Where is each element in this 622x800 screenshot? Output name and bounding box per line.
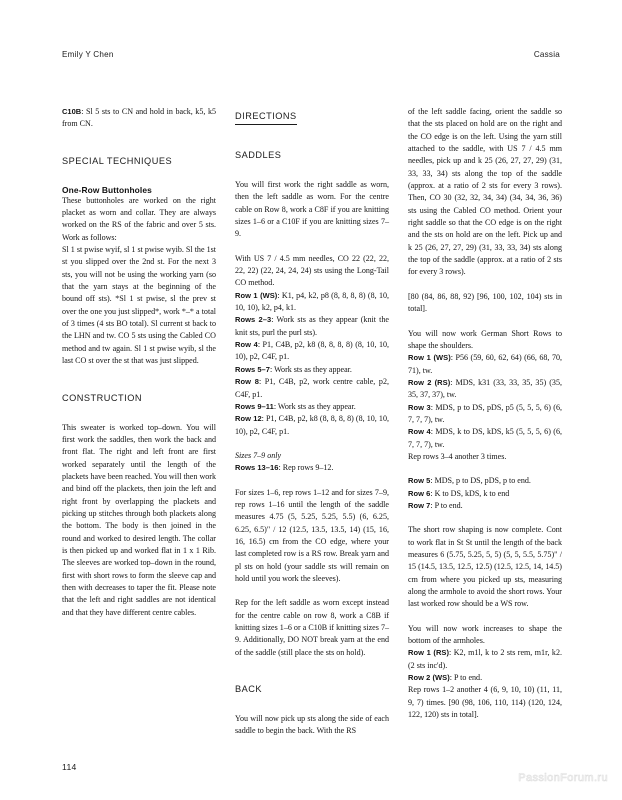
armhole-instruction-row (408, 647, 562, 672)
back-paragraph-1: You will now pick up sts along the side of each saddle to begin the back. With the RS (235, 714, 389, 736)
row-text: : MDS, k31 (33, 33, 35, 35) (35, 35, 37, 37), tw. (408, 377, 562, 400)
row-label: Row 3 (408, 402, 431, 412)
row-label: Row 1 (RS) (408, 648, 450, 658)
spacer (408, 279, 562, 291)
row-text: : MDS, p to DS, pDS, p to end. (430, 476, 531, 486)
abbrev-term: C10B (62, 107, 82, 116)
spacer (408, 316, 562, 328)
abbreviation-c10b (62, 106, 216, 131)
spacer (235, 160, 389, 179)
watermark: PassionForum.ru (518, 772, 608, 784)
armhole-instruction-row (408, 672, 562, 684)
row-label: Rows 2–3 (235, 315, 272, 325)
column-two (235, 106, 389, 738)
spacer (408, 463, 562, 475)
spacer (62, 166, 216, 185)
armhole-intro: You will now work increases to shape the bottom of the armholes. (408, 623, 562, 646)
row-label: Row 8 (235, 377, 259, 387)
subsection-heading-buttonholes: One-Row Buttonholes (62, 184, 152, 195)
row-label: Row 5 (408, 476, 431, 486)
row-label: Row 12 (235, 414, 262, 424)
row-text: : K1, p4, k2, p8 (8, 8, 8, 8) (8, 10, 10, 10), k2, p4, k1. (235, 290, 390, 313)
saddle-instruction-row (235, 314, 389, 339)
spacer (235, 438, 389, 450)
running-header (62, 50, 560, 64)
row-label: Row 2 (WS) (408, 673, 450, 683)
row-label: Rows 13–16 (235, 463, 279, 473)
back-continued-paragraph: of the left saddle facing, orient the saddle so that the sts placed on hold are on the right and the CO edge is on the left. Using the yarn still attached to the saddle, with US 7 / 4.5 mm needles, pick up and k 25 (26, 27, 27, 29) (31, 33, 33, 34) sts along the top of the saddle (approx. at a ratio of 2 sts for every 3 rows). Then, CO 30 (32, 32, 34, 34) (34, 34, 36, 36) sts using the Cabled CO method. Orient your right saddle so that the CO edge is on the right and the sts on hold are on the left. Pick up and k 25 (26, 27, 27, 29) (31, 33, 33, 34) sts along the top of the saddle (approx. at a ratio of 2 sts for every 3 rows). (408, 107, 562, 277)
saddle-instruction-row (235, 290, 389, 315)
section-heading-back: BACK (235, 684, 263, 695)
shoulder-instruction-row (408, 475, 562, 487)
row-text: : P1, C4B, p2, k8 (8, 8, 8, 8) (8, 10, 10, 10), p2, C4F, p1. (235, 414, 389, 436)
shoulder-instruction-row (408, 352, 562, 377)
spacer (235, 659, 389, 684)
saddle-instruction-row (235, 376, 389, 401)
row-text: : P to end. (449, 673, 483, 683)
row-text: : Rep rows 9–12. (278, 463, 334, 473)
construction-paragraph-1: This sweater is worked top–down. You will first work the saddles, then work the back and front flat. The right and left front are first worked separately until the length of the plackets have been reached. You will then work and bind off the plackets, then join the left and right front by overlapping the plackets and picking up stitches through both plackets along the bottom. The body is then joined in the round and worked to desired length. The collar is then picked up and worked flat in 1 x 1 Rib. The sleeves are worked top–down in the round, first with short rows to form the sleeve cap and then with decreases to taper the fit. Please note that the left and right saddles are not identical and that they have different centre cables. (62, 422, 216, 617)
row-label: Row 1 (WS) (408, 353, 451, 363)
page-number: 114 (62, 762, 77, 772)
shoulder-instruction-row (408, 488, 562, 500)
spacer (235, 125, 389, 150)
header-pattern-name: Cassia (533, 50, 560, 59)
row-text: : Work sts as they appear. (270, 364, 352, 374)
row-text: : P1, C4B, p2, k8 (8, 8, 8, 8) (8, 10, 10, 10), p2, C4F, p1. (235, 340, 389, 362)
saddle-instruction-row (235, 413, 389, 438)
saddle-instruction-row (235, 339, 389, 364)
three-column-layout (62, 106, 562, 738)
saddles-paragraph-1: You will first work the right saddle as worn, then the left saddle as worn. For the centre cable on Row 8, work a C8F if you are knitting sizes 1–6 or a C10F if you are knitting sizes 7–9. (235, 180, 389, 239)
sizes-only-note: Sizes 7–9 only (235, 450, 282, 460)
shoulders-intro: You will now work German Short Rows to shape the shoulders. (408, 328, 562, 350)
buttonholes-paragraph-1: These buttonholes are worked on the right placket as worn and collar. They are always worked on the RS of the fabric and over 5 sts. Work as follows: (62, 195, 216, 242)
shoulder-instruction-row (408, 377, 562, 402)
shoulder-instruction-row (408, 402, 562, 427)
row-text: : P to end. (430, 500, 463, 510)
spacer (62, 131, 216, 156)
spacer (408, 512, 562, 524)
saddle-instruction-row (235, 364, 389, 376)
section-heading-construction: CONSTRUCTION (62, 392, 143, 403)
saddles-paragraph-2: With US 7 / 4.5 mm needles, CO 22 (22, 22, 22, 22) (22, 24, 24, 24) sts using the Long-Tail CO method. (235, 253, 389, 288)
back-paragraph-2: The short row shaping is now complete. Cont to work flat in St St until the length of the back measures 6 (5.75, 5.25, 5, 5) (5, 5, 5.5, 5.75)" / 15 (14.5, 13.5, 12.5, 12.5) (12.5, 12.5, 14, 14.5) cm from where you picked up sts, measuring along the armhole to avoid the short rows. Your last worked row should be a WS row. (408, 525, 562, 609)
row-label: Row 2 (RS) (408, 377, 451, 387)
row-text: : Work sts as they appear. (273, 401, 356, 411)
row-label: Row 4 (408, 427, 431, 437)
spacer (62, 368, 216, 393)
row-text: : MDS, p to DS, pDS, p5 (5, 5, 5, 6) (6, 7, 7, 7), tw. (408, 402, 562, 424)
row-label: Row 7 (408, 500, 431, 510)
saddle-instruction-row (235, 401, 389, 413)
stitch-count-total: [80 (84, 86, 88, 92) [96, 100, 102, 104) sts in total]. (408, 291, 562, 314)
saddles-paragraph-4: Rep for the left saddle as worn except instead for the centre cable on row 8, work a C8B if knitting sizes 1–6 or a C10B if knitting sizes 7–9. Additionally, DO NOT break yarn at the end of the saddle (still place the sts on hold). (235, 598, 389, 657)
buttonholes-paragraph-2: Sl 1 st pwise wyif, sl 1 st pwise wyib. Sl the 1st st you slipped over the 2nd st. For the next 3 sts, you will not be using the working yarn (so that the yarn stays at the beginning of the bound off sts). *Sl 1 st pwise, sl the prev st over the one you just slipped*, work *–* a total of 3 times (4 sts BO total). Sl current st back to the LHN and tw. CO 5 sts using the Cabled CO method and tw again. Sl 1 st pwise wyib, sl the last CO st over the st that was just slipped. (62, 245, 216, 366)
row-text: : MDS, k to DS, kDS, k5 (5, 5, 5, 6) (6, 7, 7, 7), tw. (408, 427, 562, 449)
armhole-rep-rows: Rep rows 1–2 another 4 (6, 9, 10, 10) (11, 11, 9, 7) times. [90 (98, 106, 110, 114) (120, 124, 122, 120) sts in total]. (408, 685, 562, 720)
row-label: Row 4 (235, 340, 258, 350)
shoulder-instruction-row (408, 426, 562, 451)
spacer (235, 694, 389, 713)
section-heading-saddles: SADDLES (235, 150, 282, 160)
spacer (235, 241, 389, 253)
row-text: : K2, m1l, k to 2 sts rem, m1r, k2. (2 sts inc'd). (408, 648, 562, 670)
row-label: Rows 5–7 (235, 364, 270, 374)
spacer (235, 585, 389, 597)
header-author: Emily Y Chen (62, 50, 114, 59)
row-label: Row 6 (408, 488, 431, 498)
column-one (62, 106, 216, 738)
row-text: : K to DS, kDS, k to end (430, 488, 510, 498)
row-label: Rows 9–11 (235, 401, 274, 411)
section-heading-special-techniques: SPECIAL TECHNIQUES (62, 155, 173, 166)
row-text: : Work sts as they appear (knit the knit sts, purl the purl sts). (235, 315, 389, 337)
section-heading-directions: DIRECTIONS (235, 111, 297, 125)
spacer (408, 611, 562, 623)
saddle-instruction-row (235, 462, 389, 474)
row-label: Row 1 (WS) (235, 290, 278, 300)
column-three (408, 106, 562, 738)
shoulder-rep-rows: Rep rows 3–4 another 3 times. (408, 451, 507, 461)
row-text: : P1, C4B, p2, work centre cable, p2, C4F, p1. (235, 377, 389, 399)
abbrev-definition: : Sl 5 sts to CN and hold in back, k5, k5 from CN. (62, 107, 216, 129)
spacer (62, 403, 216, 422)
saddles-paragraph-3: For sizes 1–6, rep rows 1–12 and for sizes 7–9, rep rows 1–16 until the length of the saddle measures 4.75 (5, 5.25, 5.25, 5.5) (6, 6.25, 6.25, 6.5)" / 12 (12.5, 13.5, 13.5, 14) (15, 16, 16, 16.5) cm from the CO edge, where your last completed row is a RS row. Break yarn and pl sts on hold (your saddle sts will remain on hold until you work the sleeves). (235, 487, 389, 583)
shoulder-instruction-row (408, 500, 562, 512)
row-text: : P56 (59, 60, 62, 64) (66, 68, 70, 71), tw. (408, 353, 563, 375)
spacer (235, 475, 389, 487)
